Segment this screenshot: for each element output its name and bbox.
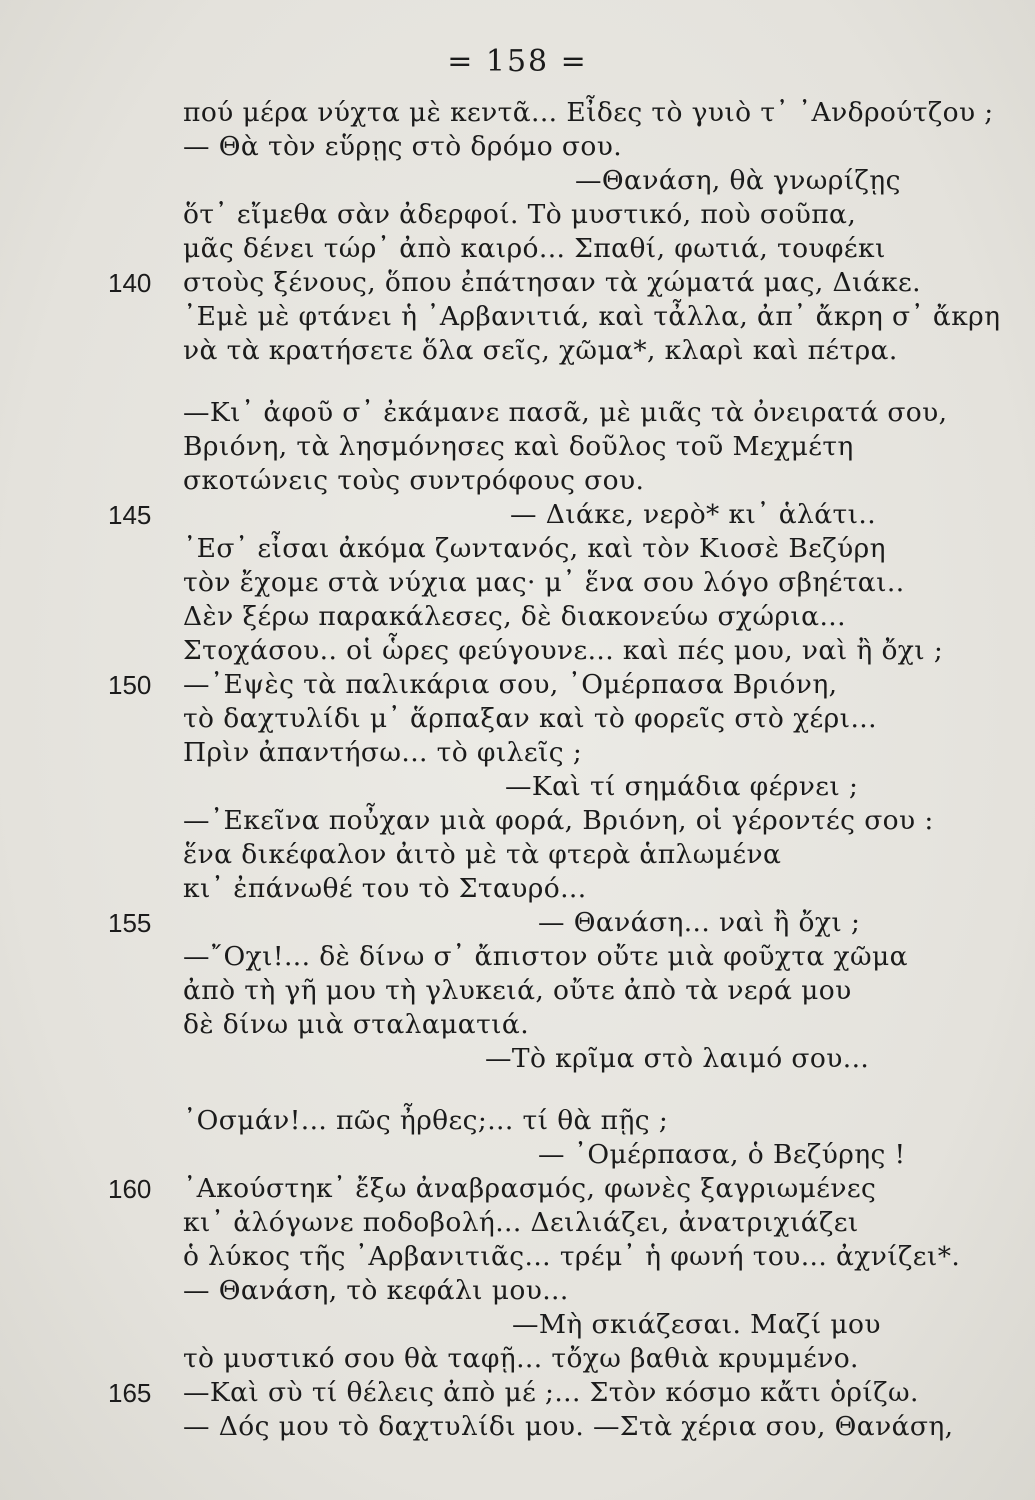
- poem-line: [0, 1342, 1035, 1376]
- poem-line: [0, 164, 1035, 198]
- poem-line: [0, 770, 1035, 804]
- poem-line: [0, 1008, 1035, 1042]
- poem-line: [0, 566, 1035, 600]
- line-text: — Θὰ τὸν εὕρῃς στὸ δρόμο σου.: [183, 131, 623, 162]
- poem-line: [0, 1104, 1035, 1138]
- line-text: —Τὸ κρῖμα στὸ λαιμό σου...: [485, 1043, 870, 1074]
- line-text: ἕνα δικέφαλον ἀιτὸ μὲ τὰ φτερὰ ἁπλωμένα: [183, 839, 782, 870]
- poem-line: [0, 430, 1035, 464]
- poem-line: [0, 334, 1035, 368]
- line-text: ᾽Οσμάν!... πῶς ἦρθες;... τί θὰ πῇς ;: [183, 1105, 669, 1136]
- poem-line: [0, 1138, 1035, 1172]
- line-text: —᾽Εκεῖνα ποὖχαν μιὰ φορά, Βριόνη, οἱ γέροντές σου :: [183, 805, 934, 836]
- poem-line: [0, 702, 1035, 736]
- poem-line: [0, 266, 1035, 300]
- line-text: —Κι᾽ ἀφοῦ σ᾽ ἐκάμανε πασᾶ, μὲ μιᾶς τὰ ὀνειρατά σου,: [183, 397, 948, 428]
- line-text: τὸ δαχτυλίδι μ᾽ ἅρπαξαν καὶ τὸ φορεῖς στὸ χέρι...: [183, 703, 877, 734]
- poem-line: [0, 198, 1035, 232]
- line-text: —᾽Εψὲς τὰ παλικάρια σου, ᾽Ομέρπασα Βριόνη,: [183, 669, 838, 700]
- poem-line: [0, 1240, 1035, 1274]
- line-number: 165: [108, 1378, 152, 1408]
- poem-line: [0, 668, 1035, 702]
- line-text: — Διάκε, νερὸ* κι᾽ ἁλάτι..: [510, 499, 877, 530]
- poem-line: [0, 634, 1035, 668]
- poem-line: [0, 1308, 1035, 1342]
- line-text: Στοχάσου.. οἱ ὧρες φεύγουνε... καὶ πές μου, ναὶ ἢ ὄχι ;: [183, 635, 944, 666]
- poem-line: [0, 396, 1035, 430]
- poem-line: [0, 232, 1035, 266]
- poem-line: [0, 1410, 1035, 1444]
- poem-line: [0, 130, 1035, 164]
- line-number: 150: [108, 670, 152, 700]
- line-text: Δὲν ξέρω παρακάλεσες, δὲ διακονεύω σχώρια...: [183, 601, 846, 632]
- line-text: — ᾽Ομέρπασα, ὁ Βεζύρης !: [538, 1139, 906, 1170]
- poem-line: [0, 736, 1035, 770]
- line-text: — Δός μου τὸ δαχτυλίδι μου. —Στὰ χέρια σου, Θανάση,: [183, 1411, 954, 1442]
- line-text: τὸ μυστικό σου θὰ ταφῇ... τὄχω βαθιὰ κρυμμένο.: [183, 1343, 859, 1374]
- line-text: —῎Οχι!... δὲ δίνω σ᾽ ἄπιστον οὔτε μιὰ φοῦχτα χῶμα: [183, 941, 908, 972]
- line-text: —Καὶ σὺ τί θέλεις ἀπὸ μέ ;... Στὸν κόσμο κἄτι ὁρίζω.: [183, 1377, 919, 1408]
- poem-line: [0, 498, 1035, 532]
- poem-line: [0, 974, 1035, 1008]
- poem-line: [0, 96, 1035, 130]
- line-number: 145: [108, 500, 152, 530]
- line-text: ᾽Εμὲ μὲ φτάνει ἡ ᾽Αρβανιτιά, καὶ τἆλλα, ἀπ᾽ ἄκρη σ᾽ ἄκρη: [183, 301, 1001, 332]
- poem-line: [0, 300, 1035, 334]
- page-number: = 158 =: [447, 44, 588, 79]
- line-text: στοὺς ξένους, ὅπου ἐπάτησαν τὰ χώματά μας, Διάκε.: [183, 267, 921, 298]
- poem-line: [0, 838, 1035, 872]
- line-number: 140: [108, 268, 152, 298]
- poem-line: [0, 872, 1035, 906]
- poem-line: [0, 1172, 1035, 1206]
- line-text: μᾶς δένει τώρ᾽ ἀπὸ καιρό... Σπαθί, φωτιά, τουφέκι: [183, 233, 886, 264]
- poem-line: [0, 600, 1035, 634]
- line-text: πού μέρα νύχτα μὲ κεντᾶ... Εἶδες τὸ γυιὸ τ᾽ ᾽Ανδρούτζου ;: [183, 97, 994, 128]
- line-text: ὅτ᾽ εἴμεθα σὰν ἀδερφοί. Τὸ μυστικό, ποὺ σοῦπα,: [183, 199, 857, 230]
- poem-line: [0, 940, 1035, 974]
- line-text: κι᾽ ἀλόγωνε ποδοβολή... Δειλιάζει, ἀνατριχιάζει: [183, 1207, 859, 1238]
- poem-line: [0, 1376, 1035, 1410]
- line-text: σκοτώνεις τοὺς συντρόφους σου.: [183, 465, 645, 496]
- poem-line: [0, 1274, 1035, 1308]
- line-text: ὁ λύκος τῆς ᾽Αρβανιτιᾶς... τρέμ᾽ ἡ φωνή του... ἀχνίζει*.: [183, 1241, 961, 1272]
- line-text: — Θανάση... ναὶ ἢ ὄχι ;: [538, 907, 861, 938]
- line-text: νὰ τὰ κρατήσετε ὅλα σεῖς, χῶμα*, κλαρὶ καὶ πέτρα.: [183, 335, 898, 366]
- poem-line: [0, 906, 1035, 940]
- line-text: ᾽Ακούστηκ᾽ ἔξω ἀναβρασμός, φωνὲς ξαγριωμένες: [183, 1173, 877, 1204]
- line-text: τὸν ἔχομε στὰ νύχια μας· μ᾽ ἕνα σου λόγο σβηέται..: [183, 567, 905, 598]
- line-text: Πρὶν ἀπαντήσω... τὸ φιλεῖς ;: [183, 737, 583, 768]
- line-text: — Θανάση, τὸ κεφάλι μου...: [183, 1275, 569, 1306]
- line-text: —Μὴ σκιάζεσαι. Μαζί μου: [512, 1309, 881, 1340]
- line-text: —Καὶ τί σημάδια φέρνει ;: [505, 771, 859, 802]
- line-number: 160: [108, 1174, 152, 1204]
- poem-line: [0, 1042, 1035, 1076]
- line-text: δὲ δίνω μιὰ σταλαματιά.: [183, 1009, 530, 1040]
- line-text: Βριόνη, τὰ λησμόνησες καὶ δοῦλος τοῦ Μεχμέτη: [183, 431, 854, 462]
- line-text: ἀπὸ τὴ γῆ μου τὴ γλυκειά, οὔτε ἀπὸ τὰ νερά μου: [183, 975, 852, 1006]
- line-number: 155: [108, 908, 152, 938]
- line-text: —Θανάση, θὰ γνωρίζῃς: [575, 165, 901, 196]
- poem-line: [0, 804, 1035, 838]
- poem-line: [0, 532, 1035, 566]
- line-text: ᾽Εσ᾽ εἶσαι ἀκόμα ζωντανός, καὶ τὸν Κιοσὲ Βεζύρη: [183, 533, 886, 564]
- poem-line: [0, 464, 1035, 498]
- poem-line: [0, 1206, 1035, 1240]
- line-text: κι᾽ ἐπάνωθέ του τὸ Σταυρό...: [183, 873, 587, 904]
